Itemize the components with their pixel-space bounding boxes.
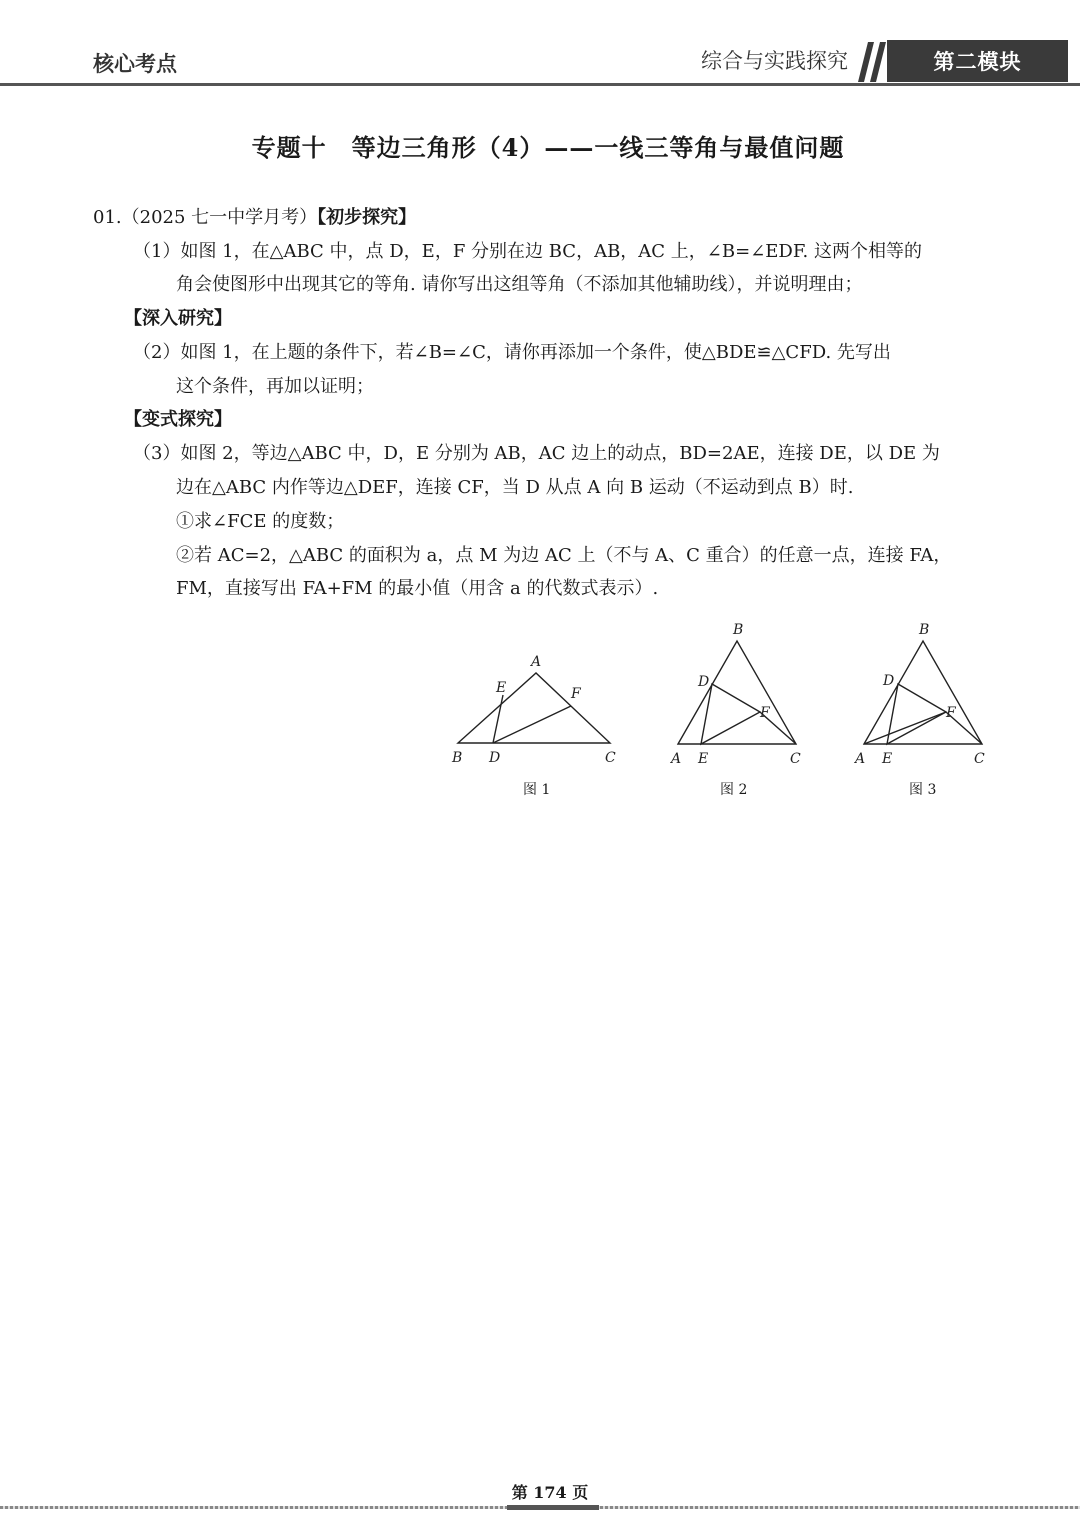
fig1-segment-df bbox=[493, 706, 571, 743]
part2-line1: （2）如图 1，在上题的条件下，若∠B=∠C，请你再添加一个条件，使△BDE≌△CFD. 先写出 bbox=[133, 342, 891, 363]
header-middle-label: 综合与实践探究 bbox=[701, 49, 848, 73]
fig1-label-b: B bbox=[452, 750, 463, 766]
fig3-label-a: A bbox=[855, 751, 866, 767]
part1-line1: （1）如图 1，在△ABC 中，点 D，E，F 分别在边 BC，AB，AC 上，∠B=∠EDF. 这两个相等的 bbox=[133, 241, 922, 262]
section-variant-exploration: 【变式探究】 bbox=[124, 409, 232, 430]
question-source: （2025 七一中学月考） bbox=[121, 207, 318, 228]
header-left-label: 核心考点 bbox=[93, 52, 177, 76]
page-number: 第 174 页 bbox=[511, 1483, 589, 1502]
question-number: 01. bbox=[93, 207, 122, 228]
part3-line1: （3）如图 2，等边△ABC 中，D，E 分别为 AB，AC 边上的动点，BD=2AE，连接 DE，以 DE 为 bbox=[133, 443, 940, 464]
fig3-triangle-def bbox=[887, 684, 946, 744]
fig3-label-b: B bbox=[919, 622, 930, 638]
fig1-segment-de bbox=[493, 695, 503, 743]
fig2-label-d: D bbox=[698, 674, 710, 690]
fig3-label-c: C bbox=[974, 751, 985, 767]
part3-sub2-line2: FM，直接写出 FA+FM 的最小值（用含 a 的代数式表示）. bbox=[176, 578, 659, 599]
fig1-label-f: F bbox=[571, 686, 581, 702]
fig1-label-e: E bbox=[496, 680, 507, 696]
fig3-label-d: D bbox=[883, 673, 895, 689]
fig3-label-f: F bbox=[946, 705, 956, 721]
figure-3-diagram bbox=[846, 616, 1006, 780]
question-header bbox=[93, 206, 416, 230]
fig1-label-c: C bbox=[605, 750, 616, 766]
figure-3-caption: 图 3 bbox=[909, 782, 937, 798]
fig1-label-a: A bbox=[531, 654, 542, 670]
section-initial-exploration: 【初步探究】 bbox=[317, 207, 417, 228]
fig2-label-e: E bbox=[698, 751, 709, 767]
header-module-badge: 第二模块 bbox=[887, 40, 1068, 82]
fig2-triangle-def bbox=[701, 684, 760, 744]
page-title: 专题十 等边三角形（4）——一线三等角与最值问题 bbox=[251, 133, 845, 162]
header-rule bbox=[0, 83, 1080, 86]
fig2-label-f: F bbox=[760, 705, 770, 721]
part2-line2: 这个条件，再加以证明； bbox=[176, 376, 374, 397]
part1-line2: 角会使图形中出现其它的等角. 请你写出这组等角（不添加其他辅助线），并说明理由； bbox=[176, 274, 863, 295]
fig1-triangle-abc bbox=[458, 673, 610, 743]
fig2-label-a: A bbox=[671, 751, 682, 767]
fig3-segment-fa bbox=[864, 712, 946, 744]
part3-sub2-line1: ②若 AC=2，△ABC 的面积为 a，点 M 为边 AC 上（不与 A、C 重合）的任意一点，连接 FA， bbox=[176, 545, 952, 566]
footer-accent-bar bbox=[507, 1505, 599, 1510]
page-header bbox=[0, 0, 1080, 86]
figure-2-caption: 图 2 bbox=[720, 782, 748, 798]
fig2-label-c: C bbox=[790, 751, 801, 767]
figure-1-caption: 图 1 bbox=[523, 782, 551, 798]
figure-1-diagram bbox=[440, 640, 630, 780]
part3-line2: 边在△ABC 内作等边△DEF，连接 CF，当 D 从点 A 向 B 运动（不运动到点 B）时. bbox=[176, 477, 854, 498]
fig3-label-e: E bbox=[882, 751, 893, 767]
part3-sub1: ①求∠FCE 的度数； bbox=[176, 511, 345, 532]
figure-2-diagram bbox=[660, 616, 820, 780]
section-deep-research: 【深入研究】 bbox=[124, 308, 232, 329]
fig1-label-d: D bbox=[489, 750, 501, 766]
fig2-label-b: B bbox=[733, 622, 744, 638]
